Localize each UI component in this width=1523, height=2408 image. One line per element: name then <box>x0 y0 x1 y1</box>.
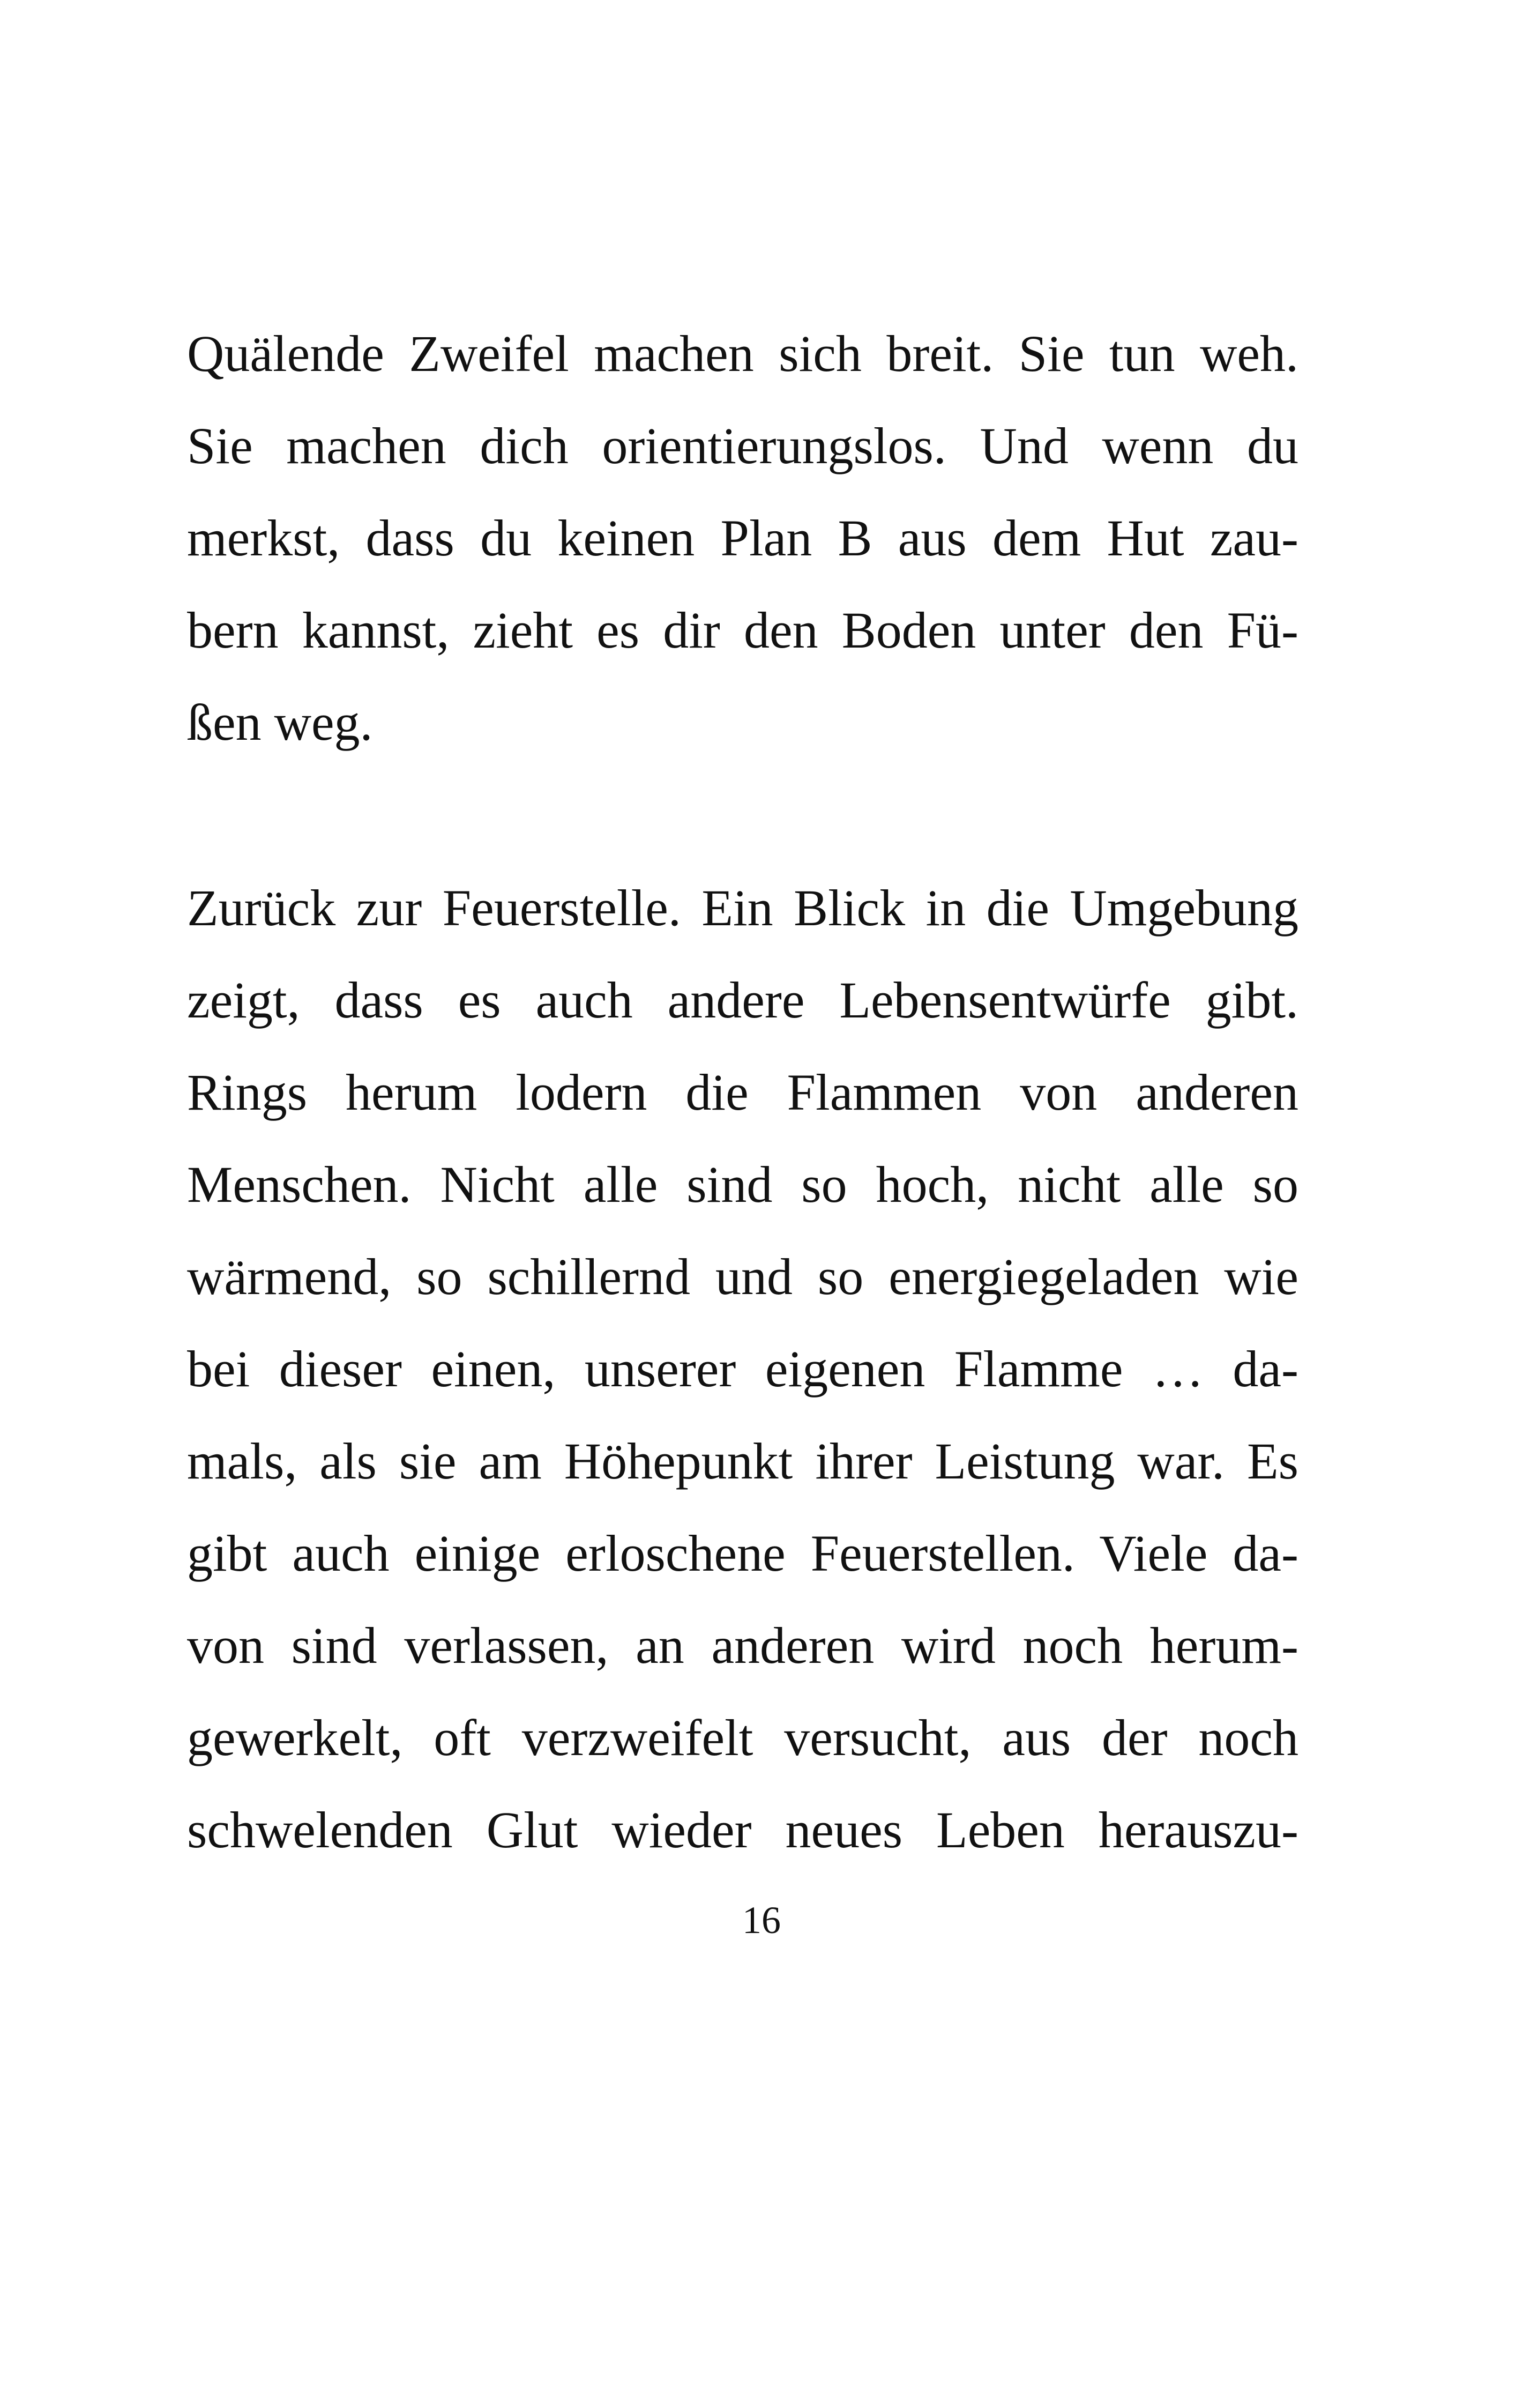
text-line: gibt auch einige erloschene Feuerstellen. Viele da- <box>187 1525 1298 1582</box>
text-line: gewerkelt, oft verzweifelt versucht, aus der noch <box>187 1709 1298 1766</box>
text-line: bei dieser einen, unserer eigenen Flamme … da- <box>187 1340 1298 1398</box>
text-line: ßen weg. <box>187 694 373 751</box>
text-line: Rings herum lodern die Flammen von anderen <box>187 1064 1298 1121</box>
text-line: schwelenden Glut wieder neues Leben herauszu- <box>187 1801 1298 1859</box>
text-line: Quälende Zweifel machen sich breit. Sie tun weh. <box>187 325 1298 382</box>
text-line: merkst, dass du keinen Plan B aus dem Hut zau- <box>187 509 1298 567</box>
text-line: wärmend, so schillernd und so energiegeladen wie <box>187 1248 1298 1305</box>
text-line: zeigt, dass es auch andere Lebensentwürfe gibt. <box>187 971 1298 1029</box>
text-line: Sie machen dich orientierungslos. Und wenn du <box>187 417 1298 474</box>
text-line: Zurück zur Feuerstelle. Ein Blick in die Umgebung <box>187 879 1298 937</box>
page-number: 16 <box>742 1899 781 1942</box>
text-line: von sind verlassen, an anderen wird noch herum- <box>187 1617 1298 1674</box>
text-line: bern kannst, zieht es dir den Boden unter den Fü- <box>187 601 1298 659</box>
text-line: mals, als sie am Höhepunkt ihrer Leistung war. Es <box>187 1432 1298 1490</box>
text-line: Menschen. Nicht alle sind so hoch, nicht alle so <box>187 1156 1298 1213</box>
